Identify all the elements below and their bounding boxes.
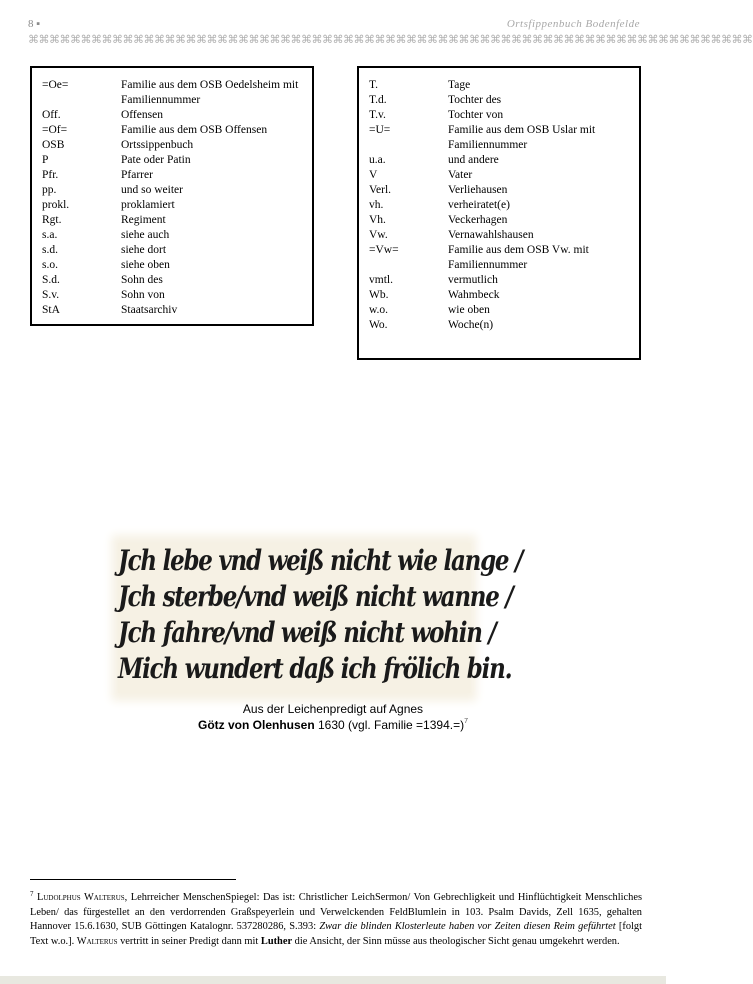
abbreviation-key: Verl.	[369, 184, 392, 196]
abbreviation-value: und andere	[448, 154, 499, 166]
abbreviation-key: s.o.	[42, 259, 58, 271]
abbreviation-value: Woche(n)	[448, 319, 494, 331]
abbreviation-box-left	[30, 66, 314, 326]
abbreviation-key: Wo.	[369, 319, 388, 331]
abbreviation-value: Staatsarchiv	[121, 304, 178, 316]
abbreviation-row	[42, 108, 306, 123]
abbreviation-value: Familie aus dem OSB Oedelsheim mit Familiennummer	[121, 79, 299, 106]
footnote-text: [folgt Text w.o.].	[30, 921, 642, 947]
abbreviation-key: u.a.	[369, 154, 386, 166]
abbreviation-key: OSB	[42, 139, 65, 151]
abbreviation-value: proklamiert	[121, 199, 175, 211]
abbreviation-value: Veckerhagen	[448, 214, 508, 226]
abbreviation-value: Pate oder Patin	[121, 154, 191, 166]
page-number: 8 ▪	[28, 18, 41, 30]
abbreviation-row	[369, 288, 633, 303]
abbreviation-row	[42, 303, 306, 318]
abbreviation-value: vermutlich	[448, 274, 498, 286]
abbreviation-row	[369, 243, 633, 273]
abbreviation-row	[369, 123, 633, 153]
abbreviation-key: =Of=	[42, 124, 68, 136]
abbreviation-row	[369, 78, 633, 93]
footnote-rule	[30, 879, 236, 880]
abbreviation-key: =Oe=	[42, 79, 69, 91]
abbreviation-list-left	[42, 78, 306, 318]
caption-rest: 1630 (vgl. Familie =1394.=)	[314, 718, 465, 732]
abbreviation-value: und so weiter	[121, 184, 183, 196]
abbreviation-value: Tage	[448, 79, 471, 91]
verse-line: Jch lebe vnd weiß nicht wie lange /	[118, 544, 523, 577]
footnote	[30, 887, 642, 949]
abbreviation-row	[369, 153, 633, 168]
abbreviation-key: T.v.	[369, 109, 386, 121]
footnote-text: , Lehrreicher MenschenSpiegel: Das ist: Christlicher LeichSermon/ Von Gebrechligkeit und Hinflüchtigkeit Menschliches Leben/ das fürgestellet an den verdorrenden Graßspeyerlein und Verwelckenden FeldBlumlein in 103. Psalm Davids, Zell 1635, gehalten Hannover 15.6.1630, SUB Göttingen Katalognr. 537280286, S.393:	[30, 892, 642, 932]
page-bottom-bar	[0, 976, 666, 984]
abbreviation-value: Familie aus dem OSB Offensen	[121, 124, 268, 136]
footnote-author: Ludolphus Walterus	[37, 892, 125, 903]
abbreviation-key: =U=	[369, 124, 391, 136]
abbreviation-key: S.d.	[42, 274, 60, 286]
footnote-marker: 7	[30, 890, 34, 898]
abbreviation-row	[42, 138, 306, 153]
abbreviation-row	[42, 123, 306, 138]
abbreviation-row	[369, 303, 633, 318]
abbreviation-row	[42, 228, 306, 243]
abbreviation-row	[369, 198, 633, 213]
abbreviation-row	[42, 153, 306, 168]
abbreviation-key: T.	[369, 79, 379, 91]
abbreviation-key: vh.	[369, 199, 384, 211]
abbreviation-row	[42, 213, 306, 228]
abbreviation-row	[369, 93, 633, 108]
abbreviation-value: Ortssippenbuch	[121, 139, 194, 151]
abbreviation-value: Vater	[448, 169, 473, 181]
abbreviation-value: Sohn des	[121, 274, 163, 286]
footnote-bold-name: Luther	[260, 935, 293, 947]
abbreviation-value: Wahmbeck	[448, 289, 500, 301]
abbreviation-value: Tochter von	[448, 109, 504, 121]
abbreviation-key: Vh.	[369, 214, 386, 226]
caption-line-2	[0, 718, 666, 732]
abbreviation-key: Pfr.	[42, 169, 59, 181]
footnote-reference[interactable]: 7	[464, 718, 468, 725]
abbreviation-row	[369, 318, 633, 333]
abbreviation-key: prokl.	[42, 199, 70, 211]
abbreviation-value: Verliehausen	[448, 184, 508, 196]
abbreviation-key: w.o.	[369, 304, 389, 316]
abbreviation-key: pp.	[42, 184, 57, 196]
abbreviation-key: s.a.	[42, 229, 58, 241]
verse-line: Jch sterbe/vnd weiß nicht wanne /	[118, 580, 513, 613]
abbreviation-row	[42, 243, 306, 258]
abbreviation-row	[42, 258, 306, 273]
footnote-author: Walterus	[76, 935, 118, 947]
abbreviation-value: verheiratet(e)	[448, 199, 510, 211]
abbreviation-value: wie oben	[448, 304, 490, 316]
abbreviation-value: siehe oben	[121, 259, 170, 271]
abbreviation-row	[42, 288, 306, 303]
abbreviation-key: Wb.	[369, 289, 389, 301]
abbreviation-key: Off.	[42, 109, 61, 121]
abbreviation-key: S.v.	[42, 289, 60, 301]
abbreviation-box-right	[357, 66, 641, 360]
abbreviation-value: Familie aus dem OSB Uslar mit Familiennummer	[448, 124, 596, 151]
abbreviation-row	[369, 183, 633, 198]
abbreviation-value: Offensen	[121, 109, 163, 121]
abbreviation-row	[369, 228, 633, 243]
header-ornament: ⌘⌘⌘⌘⌘⌘⌘⌘⌘⌘⌘⌘⌘⌘⌘⌘⌘⌘⌘⌘⌘⌘⌘⌘⌘⌘⌘⌘⌘⌘⌘⌘⌘⌘⌘⌘⌘⌘⌘⌘⌘⌘⌘⌘⌘⌘⌘⌘⌘⌘⌘⌘⌘⌘⌘⌘⌘⌘⌘⌘⌘⌘⌘⌘⌘⌘⌘⌘⌘	[28, 33, 753, 46]
abbreviation-row	[369, 213, 633, 228]
verse-line: Jch fahre/vnd weiß nicht wohin /	[118, 616, 496, 649]
footnote-text: die Ansicht, der Sinn müsse aus theologischer Sicht genau umgekehrt werden.	[292, 935, 620, 947]
abbreviation-key: =Vw=	[369, 244, 399, 256]
abbreviation-key: V	[369, 169, 378, 181]
abbreviation-key: P	[42, 154, 49, 166]
verse-line: Mich wundert daß ich frölich bin.	[118, 652, 512, 685]
abbreviation-row	[369, 273, 633, 288]
abbreviation-row	[42, 183, 306, 198]
abbreviation-key: s.d.	[42, 244, 58, 256]
caption-line-1: Aus der Leichenpredigt auf Agnes	[242, 702, 424, 716]
abbreviation-value: siehe auch	[121, 229, 170, 241]
abbreviation-list-right	[369, 78, 633, 333]
footnote-quote: Zwar die blinden Klosterleute haben vor Zeiten diesen Reim geführtet	[319, 921, 616, 932]
abbreviation-key: StA	[42, 304, 60, 316]
abbreviation-key: T.d.	[369, 94, 387, 106]
abbreviation-key: Rgt.	[42, 214, 62, 226]
abbreviation-row	[369, 108, 633, 123]
abbreviation-row	[42, 78, 306, 108]
abbreviation-value: Regiment	[121, 214, 166, 226]
abbreviation-row	[42, 198, 306, 213]
caption-name: Götz von Olenhusen	[198, 718, 315, 732]
abbreviation-key: vmtl.	[369, 274, 393, 286]
abbreviation-value: Sohn von	[121, 289, 165, 301]
abbreviation-value: siehe dort	[121, 244, 167, 256]
fraktur-verse-image	[118, 543, 523, 693]
abbreviation-key: Vw.	[369, 229, 388, 241]
running-title: Ortsfippenbuch Bodenfelde	[506, 18, 640, 30]
footnote-text: vertritt in seiner Predigt dann mit	[117, 935, 261, 947]
abbreviation-value: Vernawahlshausen	[448, 229, 534, 241]
abbreviation-row	[42, 168, 306, 183]
abbreviation-value: Pfarrer	[121, 169, 153, 181]
abbreviation-value: Tochter des	[448, 94, 502, 106]
abbreviation-row	[369, 168, 633, 183]
abbreviation-row	[42, 273, 306, 288]
abbreviation-value: Familie aus dem OSB Vw. mit Familiennummer	[448, 244, 589, 271]
